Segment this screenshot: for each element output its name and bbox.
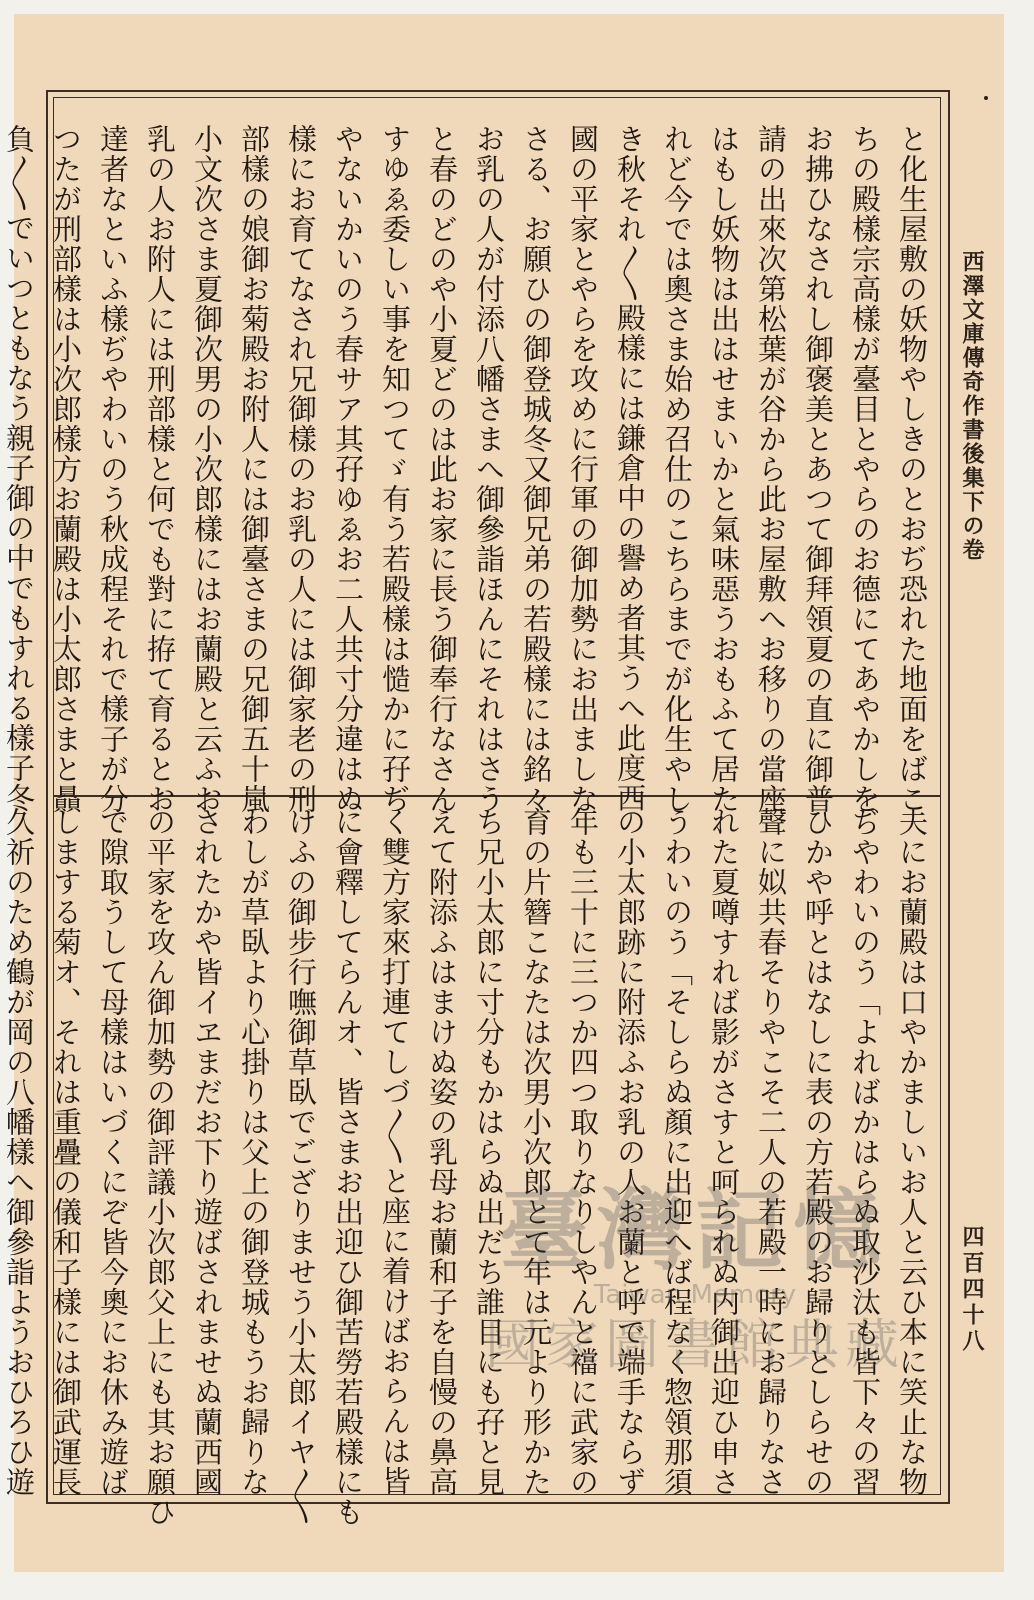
text-column: れた夏噂すれば影がさすと呵られぬ内御出迎ひ申さ: [707, 807, 741, 1497]
text-column: き秋それ〳〵殿樣には鎌倉中の譽め者其うへ此度西: [613, 124, 647, 813]
text-column: に會釋してらんオ、皆さまお出迎ひ御苦勞若殿樣にも: [331, 807, 365, 1527]
text-column: ち兄小太郎に寸分もかはらぬ出だち誰目にも孖と見: [472, 807, 506, 1497]
text-column: の小太郎跡に附添ふお乳の人お蘭と呼で端手ならず: [613, 807, 647, 1497]
text-column: の平家を攻ん御加勢の御評議小次郎父上にも其お願ひ: [143, 807, 177, 1527]
text-column: 小文次さま夏御次男の小次郎樣にはお蘭殿と云ふお: [190, 124, 224, 814]
text-column: く雙方家來打連てしづ〳〵と座に着けばおらんは皆: [378, 807, 412, 1496]
text-column: さる、お願ひの御登城冬又御兄弟の若殿樣には銘々: [519, 124, 553, 814]
text-column: すゆゑ委しい事を知つてゞ有う若殿樣は慥かに孖ぢ: [378, 124, 412, 814]
text-column: 乳の人お附人には刑部樣と何でも對に拵て育るとお: [143, 124, 177, 814]
text-column: お拂ひなされし御褒美とあつて御拜領夏の直に御普: [801, 124, 835, 814]
text-column: お乳の人が付添八幡さまへ御參詣ほんにそれはさう: [472, 124, 506, 814]
watermark-institution: 國家圖書館典藏: [485, 1313, 905, 1376]
text-column: れど今では奧さま始め召仕のこちらまでが化生やし: [660, 124, 694, 814]
text-column: けふの御步行嘸御草臥でござりませう小太郎イヤ〳〵: [284, 807, 318, 1526]
text-column: 年も三十に三つか四つ取りなりしやんと襠に武家の: [566, 807, 600, 1497]
bottom-text-panel: [2, 807, 935, 1527]
text-column: うわいのう「そしらぬ顏に出迎へば程なく惣領那須: [660, 807, 694, 1497]
text-column: やないかいのう春サア其孖ゆゑお二人共寸分違はぬ: [331, 124, 365, 814]
text-column: つたが刑部樣は小次郎樣方お蘭殿は小太郎さまと贔: [49, 124, 83, 814]
text-column: 達者なといふ樣ぢやわいのう秋成程それで樣子が分: [96, 124, 130, 814]
text-column: ひかや呼とはなしに表の方若殿のお歸りとしらせの: [801, 807, 835, 1497]
page-number: 四百四十八: [959, 1225, 985, 1355]
text-column: わしが草臥より心掛りは父上の御登城もうお歸りな: [237, 807, 271, 1497]
text-column: 請の出來次第松葉が谷から此お屋敷へお移りの當座: [754, 124, 788, 814]
text-column: しまする菊オ、それは重疊の儀和子樣には御武運長: [49, 807, 83, 1497]
text-column: ぢやわいのう「よればかはらぬ取沙汰も皆下々の習: [848, 807, 882, 1497]
top-text-panel: [2, 124, 935, 814]
text-column: はもし妖物は出はせまいかと氣味惡うおもふて居た: [707, 124, 741, 814]
text-column: 久祈のため鶴が岡の八幡樣へ御參詣ようおひろひ遊: [2, 807, 36, 1497]
text-column: 夫にお蘭殿は口やかましいお人と云ひ本に笑止な物: [895, 807, 929, 1497]
text-column: 育の片簪こなたは次男小次郎とて年は元より形かた: [519, 807, 553, 1497]
text-column: 聲に姒共春そりやこそ二人の若殿一時にお歸りなさ: [754, 807, 788, 1497]
text-column: えて附添ふはまけぬ姿の乳母お蘭和子を自慢の鼻高: [425, 807, 459, 1497]
text-column: 部樣の娘御お菊殿お附人には御臺さまの兄御五十嵐: [237, 124, 271, 814]
margin-dot: [984, 96, 988, 100]
text-column: ちの殿樣宗高樣が臺目とやらのお德にてあやかしを: [848, 124, 882, 814]
text-column: 國の平家とやらを攻めに行軍の御加勢にお出ましな: [566, 124, 600, 814]
text-column: と化生屋敷の妖物やしきのとおぢ恐れた地面をばこ: [895, 124, 929, 814]
text-column: されたかや皆イヱまだお下り遊ばされませぬ蘭西國: [190, 807, 224, 1497]
running-header: 西澤文庫傳奇作書後集下の卷: [959, 250, 985, 562]
text-column: 樣にお育てなされ兄御樣のお乳の人には御家老の刑: [284, 124, 318, 814]
text-column: で隙取うして母樣はいづくにぞ皆今奧にお休み遊ば: [96, 807, 130, 1497]
watermark-title: 臺灣記憶: [498, 1178, 891, 1282]
text-column: 負〳〵でいつともなう親子御の中でもすれる樣子冬: [2, 124, 36, 813]
text-column: と春のどのや小夏どのは此お家に長う御奉行なさん: [425, 124, 459, 814]
watermark-subtitle: Taiwan Memory: [593, 1280, 797, 1310]
